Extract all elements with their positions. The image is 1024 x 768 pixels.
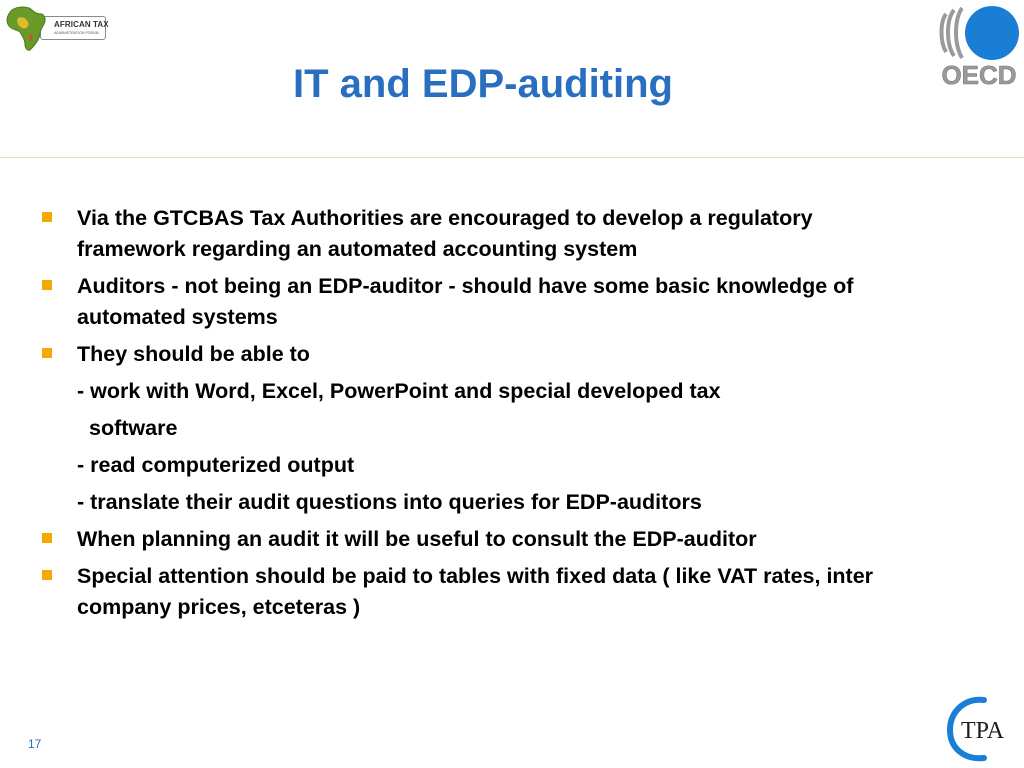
ataf-logo-name: AFRICAN TAX (54, 20, 109, 29)
sub-item (40, 413, 920, 444)
bullet-text: When planning an audit it will be useful to consult the EDP-auditor (77, 527, 757, 551)
sub-item-text: - work with Word, Excel, PowerPoint and special developed tax (77, 379, 721, 403)
bullet-text: Via the GTCBAS Tax Authorities are encouraged to develop a regulatory framework regarding an automated accounting system (77, 206, 813, 261)
sub-item-text: software (89, 416, 178, 440)
square-bullet-icon (42, 570, 52, 580)
bullet-text: They should be able to (77, 342, 310, 366)
sub-item (40, 376, 920, 407)
ataf-logo-subtitle: ADMINISTRATION FORUM (54, 31, 99, 35)
bullet-item (40, 524, 920, 555)
square-bullet-icon (42, 212, 52, 222)
sub-item-text: - read computerized output (77, 453, 355, 477)
bullet-text: Auditors - not being an EDP-auditor - should have some basic knowledge of automated systems (77, 274, 854, 329)
sub-item-text: - translate their audit questions into queries for EDP-auditors (77, 490, 702, 514)
sub-item (40, 450, 920, 481)
oecd-logo (936, 2, 1022, 88)
oecd-logo-icon (936, 2, 1022, 88)
ctpa-logo (944, 694, 1018, 762)
page-number: 17 (28, 737, 42, 751)
oecd-logo-text: OECD (941, 60, 1017, 88)
bullet-text: Special attention should be paid to tables with fixed data ( like VAT rates, inter company prices, etceteras ) (77, 564, 874, 619)
bullet-item (40, 203, 920, 265)
ataf-logo (4, 4, 109, 52)
square-bullet-icon (42, 533, 52, 543)
slide-title: IT and EDP-auditing (293, 62, 673, 106)
header-divider (0, 157, 1024, 158)
square-bullet-icon (42, 280, 52, 290)
bullet-item (40, 271, 920, 333)
sub-item (40, 487, 920, 518)
bullet-item (40, 339, 920, 370)
bullet-item (40, 561, 920, 623)
ctpa-logo-text: TPA (961, 718, 1005, 744)
africa-map-icon (4, 4, 50, 52)
bullet-list (40, 203, 920, 629)
square-bullet-icon (42, 348, 52, 358)
